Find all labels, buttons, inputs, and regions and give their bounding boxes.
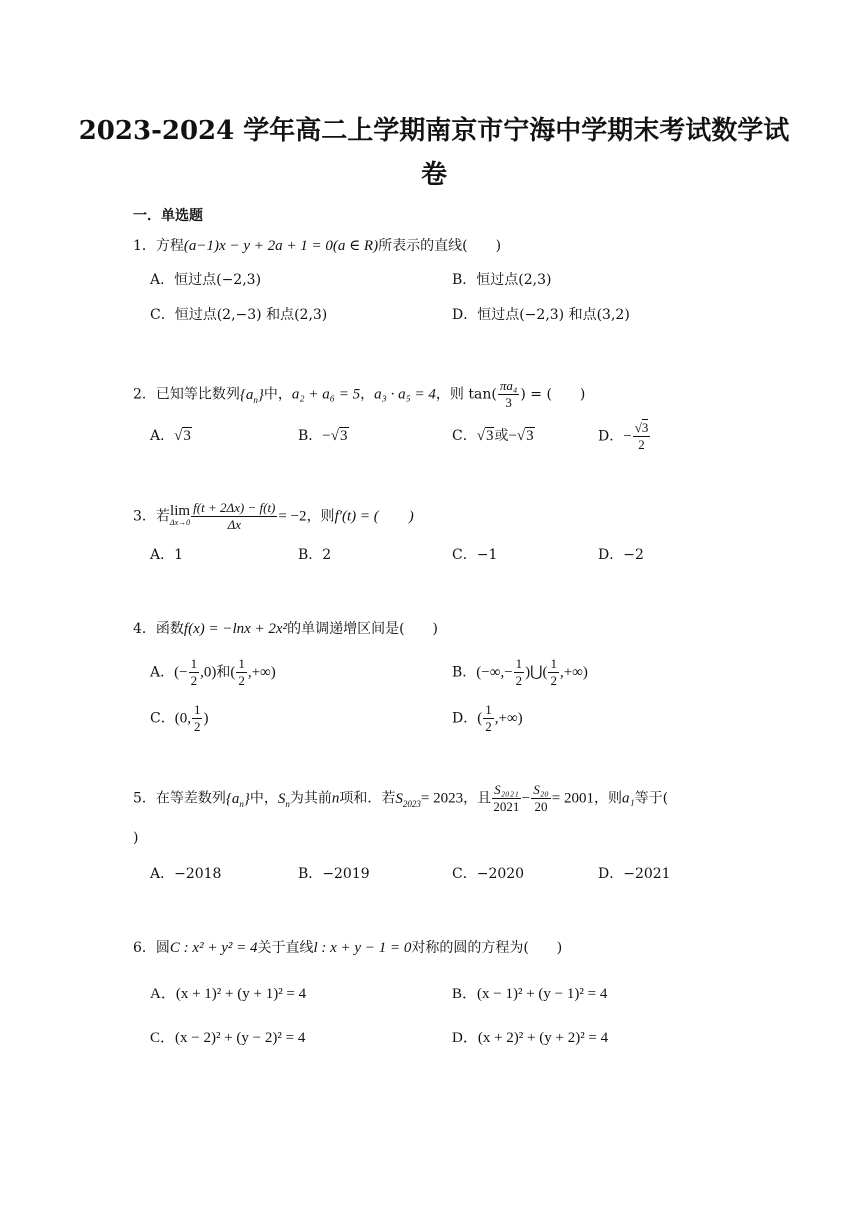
q6-option-a: A．(x + 1)² + (y + 1)² = 4 — [150, 986, 307, 1002]
q4-equation: f(x) = −lnx + 2x² — [183, 621, 288, 637]
q1-number: 1． — [133, 238, 156, 254]
q3-then: ，则 — [306, 508, 335, 525]
q2-fraction: $\frac{\text{πa₄}}{3}$ — [499, 378, 518, 410]
q5-close-paren: ) — [133, 830, 139, 846]
q2-then: ，则 tan( — [435, 386, 497, 403]
q3-option-c: C．−1 — [452, 547, 498, 563]
q5-text-5: 等于( — [634, 790, 669, 807]
q1-option-b: B．恒过点(2,3) — [452, 272, 552, 288]
q3-number: 3． — [133, 508, 156, 525]
question-4 — [133, 619, 438, 639]
q2-option-b: B．−√3 — [298, 428, 348, 444]
q5-text-4: ，则 — [593, 790, 622, 807]
q6-number: 6． — [133, 940, 156, 956]
q3-option-d: D．−2 — [598, 547, 644, 563]
q5-text-3: ，且 — [463, 790, 492, 807]
q2-option-a: A．√3 — [150, 428, 191, 444]
q4-number: 4． — [133, 621, 156, 637]
q6-line-eq: l : x + y − 1 = 0 — [313, 940, 412, 956]
q5-a1: a₁ — [621, 790, 635, 807]
q5-text-1: 为其前 — [289, 790, 332, 807]
q5-fraction-2: $\frac{\text{S₂₀}}{20}$ — [533, 782, 549, 814]
q2-end: ) = ( ) — [520, 386, 586, 403]
q3-limit: lim Δx→0 — [169, 502, 191, 527]
q5-text-mid: 中， — [249, 790, 278, 807]
q5-text-2: 项和．若 — [339, 790, 396, 807]
q1-option-d: D．恒过点(−2,3) 和点(3,2) — [452, 307, 630, 323]
q3-option-a: A．1 — [150, 547, 184, 563]
q4-text-post: 的单调递增区间是( ) — [287, 621, 439, 637]
q2-seq: $\{a_n\}$ — [239, 386, 264, 405]
q6-text-mid: 关于直线 — [257, 940, 314, 956]
q2-option-c: C．√3或−√3 — [452, 428, 534, 444]
q2-number: 2． — [133, 386, 156, 403]
exam-title-line2: 卷 — [420, 160, 447, 190]
q3-option-b: B．2 — [298, 547, 332, 563]
q2-eq2: a₃ · a₅ = 4 — [374, 386, 436, 403]
q1-option-a: A．恒过点(−2,3) — [150, 272, 262, 288]
q1-text-pre: 方程 — [155, 238, 184, 254]
q3-text-pre: 若 — [155, 508, 170, 525]
q5-option-b: B．−2019 — [298, 866, 370, 882]
q5-minus: − — [521, 790, 531, 807]
q4-option-a: A．(− $\frac{1}{2}$ ,0)和( $\frac{1}{2}$ ,+∞) — [150, 656, 276, 688]
question-5 — [133, 782, 668, 815]
q4-option-c: C．(0, $\frac{1}{2}$ ) — [150, 702, 209, 734]
q5-option-a: A．−2018 — [150, 866, 222, 882]
q3-ask: f′(t) = ( ) — [334, 508, 414, 525]
q1-text-post: 所表示的直线( ) — [378, 238, 502, 254]
q6-option-d: D．(x + 2)² + (y + 2)² = 4 — [452, 1030, 609, 1046]
q5-n: n — [331, 790, 340, 807]
question-6 — [133, 938, 562, 958]
q5-number: 5． — [133, 790, 156, 807]
question-1 — [133, 236, 501, 256]
q3-fraction: $\frac{f(t + 2\Delta x) - f(t)}{\Delta x}$ — [193, 500, 276, 532]
q4-option-b: B．(−∞,− $\frac{1}{2}$ )⋃( $\frac{1}{2}$ ,+∞) — [452, 656, 588, 688]
q6-circle-eq: C : x² + y² = 4 — [169, 940, 258, 956]
q5-seq: $\{a_n\}$ — [225, 790, 250, 809]
q6-text-pre: 圆 — [155, 940, 170, 956]
q1-option-c: C．恒过点(2,−3) 和点(2,3) — [150, 307, 328, 323]
section-heading: 一．单选题 — [133, 208, 203, 224]
q6-text-post: 对称的圆的方程为( ) — [411, 940, 563, 956]
q5-v2023: = 2023 — [420, 790, 464, 807]
q5-text-pre: 在等差数列 — [155, 790, 226, 807]
q5-s2023: $S_{2023}$ — [395, 790, 421, 809]
question-2: 2．已知等比数列$\{a_n\}$中，a₂ + a₆ = 5，a₃ · a₅ = 4，则 tan( $\frac{\text{πa₄}}{3}$ ) = ( ) — [133, 378, 586, 410]
q2-text-mid: 中， — [263, 386, 292, 403]
q5-option-d: D．−2021 — [598, 866, 671, 882]
q2-option-d: D．− $\frac{√3}{2}$ — [598, 420, 649, 452]
q5-sn: $S_n$ — [277, 790, 290, 809]
q4-option-d: D．( $\frac{1}{2}$ ,+∞) — [452, 702, 523, 734]
q1-equation: (a−1)x − y + 2a + 1 = 0(a ∈ R) — [183, 238, 379, 254]
q5-fraction-1: $\frac{\text{S₂₀₂₁}}{2021}$ — [493, 782, 520, 814]
q3-eq: = −2 — [278, 508, 307, 525]
q6-option-c: C．(x − 2)² + (y − 2)² = 4 — [150, 1030, 306, 1046]
q4-text-pre: 函数 — [155, 621, 184, 637]
question-3 — [133, 500, 414, 533]
q2-text-pre: 已知等比数列 — [155, 386, 240, 403]
exam-title-line1: 2023-2024 学年高二上学期南京市宁海中学期末考试数学试 — [78, 116, 790, 146]
q5-option-c: C．−2020 — [452, 866, 525, 882]
q2-eq1: a₂ + a₆ = 5 — [291, 386, 361, 403]
q6-option-b: B．(x − 1)² + (y − 1)² = 4 — [452, 986, 608, 1002]
q5-v2001: = 2001 — [551, 790, 594, 807]
